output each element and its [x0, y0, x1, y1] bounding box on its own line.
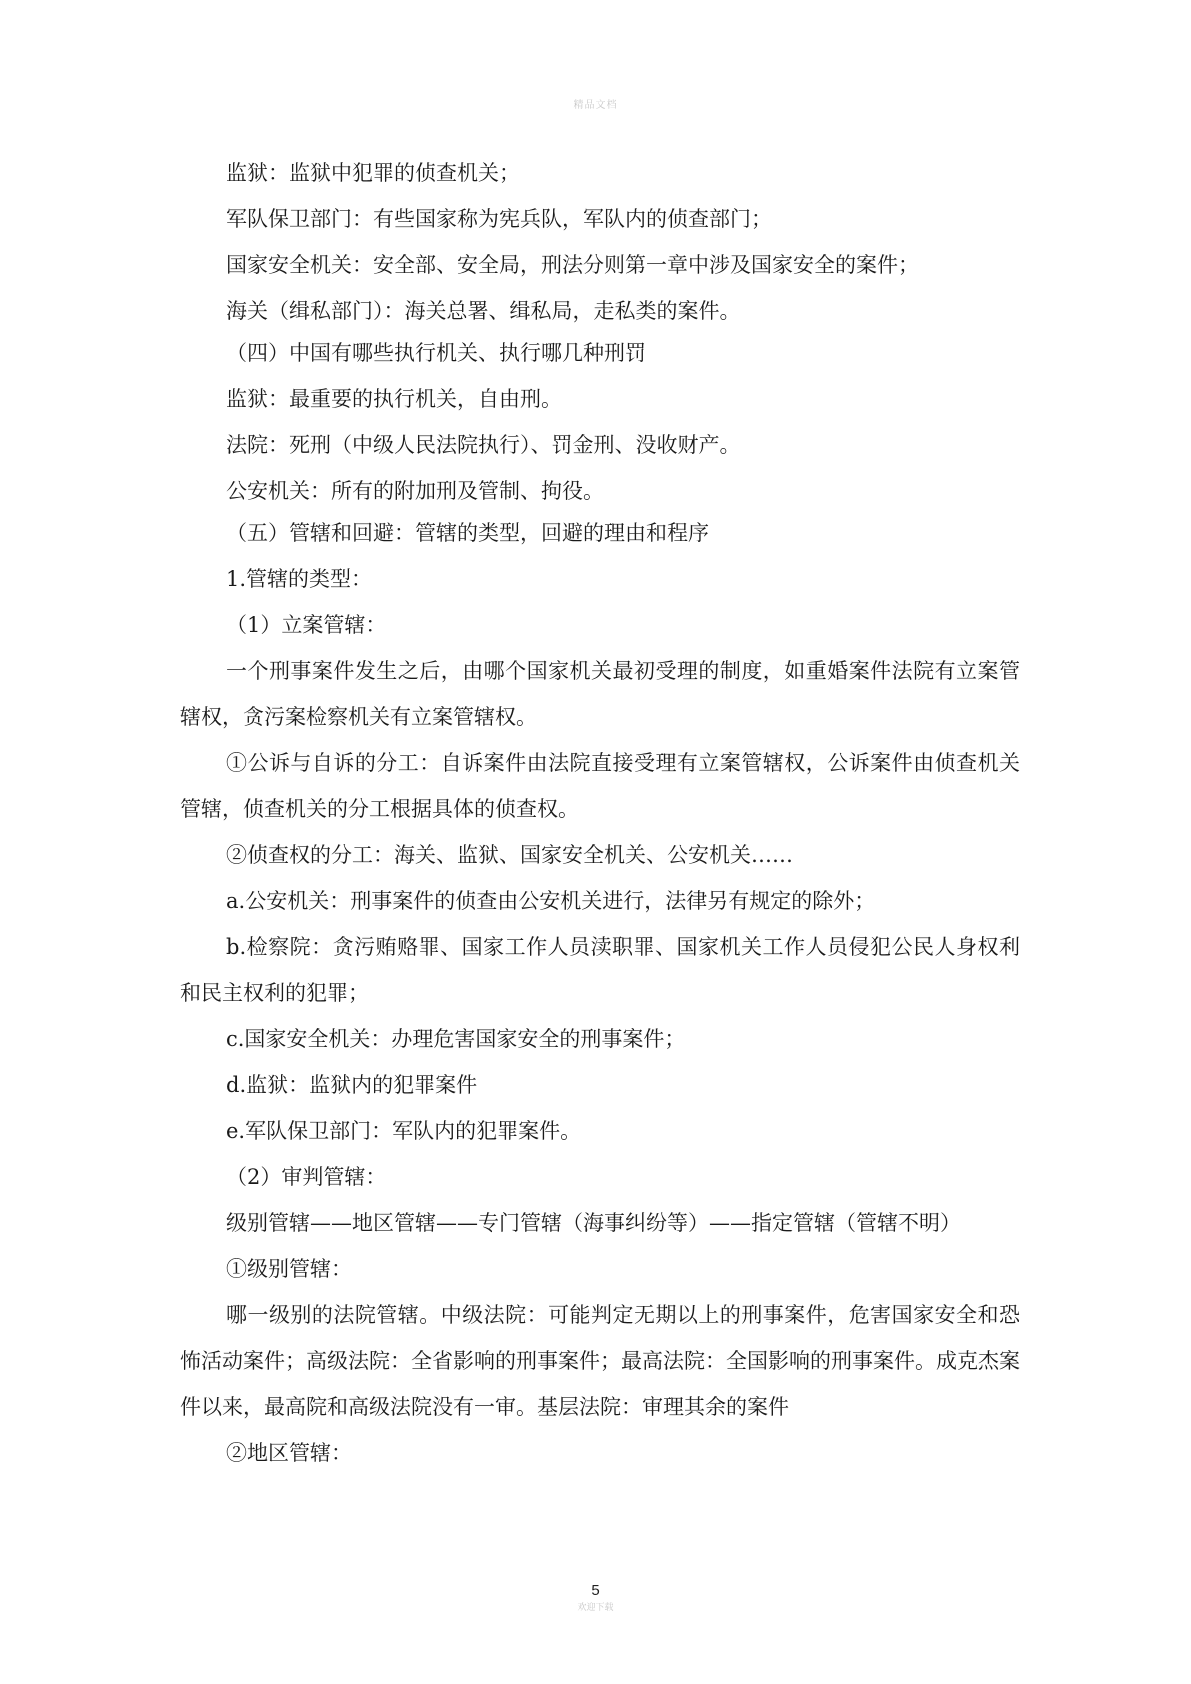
line-military-security: 军队保卫部门：有些国家称为宪兵队，军队内的侦查部门；	[226, 207, 772, 231]
header-watermark: 精品文档	[573, 100, 618, 111]
line-customs: 海关（缉私部门）：海关总署、缉私局，走私类的案件。	[226, 299, 741, 323]
para-item-b: b.检察院：贪污贿赂罪、国家工作人员渎职罪、国家机关工作人员侵犯公民人身权利和民主权利的犯罪；	[180, 935, 1020, 1005]
line-police-execution: 公安机关：所有的附加刑及管制、拘役。	[226, 479, 604, 503]
heading-jurisdiction-recusal: （五）管辖和回避：管辖的类型，回避的理由和程序	[226, 521, 709, 545]
para-level-jurisdiction-detail: 哪一级别的法院管辖。中级法院：可能判定无期以上的刑事案件，危害国家安全和恐怖活动案件；高级法院：全省影响的刑事案件；最高法院：全国影响的刑事案件。成克杰案件以来，最高院和高级法院没有一审。基层法院：审理其余的案件	[180, 1303, 1020, 1419]
line-item-c: c.国家安全机关：办理危害国家安全的刑事案件；	[226, 1027, 686, 1051]
para-filing-definition: 一个刑事案件发生之后，由哪个国家机关最初受理的制度，如重婚案件法院有立案管辖权，贪污案检察机关有立案管辖权。	[180, 659, 1020, 729]
line-jurisdiction-types: 1.管辖的类型：	[226, 567, 373, 591]
line-state-security: 国家安全机关：安全部、安全局，刑法分则第一章中涉及国家安全的案件；	[226, 253, 919, 277]
line-item-a: a.公安机关：刑事案件的侦查由公安机关进行，法律另有规定的除外；	[226, 889, 876, 913]
line-jurisdiction-chain: 级别管辖——地区管辖——专门管辖（海事纠纷等）——指定管辖（管辖不明）	[226, 1211, 961, 1235]
line-item-e: e.军队保卫部门：军队内的犯罪案件。	[226, 1119, 582, 1143]
para-public-private-prosecution: ①公诉与自诉的分工：自诉案件由法院直接受理有立案管辖权，公诉案件由侦查机关管辖，侦查机关的分工根据具体的侦查权。	[180, 751, 1020, 821]
footer-watermark: 欢迎下载	[577, 1603, 614, 1613]
line-prison-investigation: 监狱：监狱中犯罪的侦查机关；	[226, 161, 520, 185]
heading-execution-organs: （四）中国有哪些执行机关、执行哪几种刑罚	[226, 341, 646, 365]
line-court-execution: 法院：死刑（中级人民法院执行）、罚金刑、没收财产。	[226, 433, 741, 457]
line-filing-jurisdiction: （1）立案管辖：	[226, 613, 387, 637]
line-level-jurisdiction: ①级别管辖：	[226, 1257, 352, 1281]
line-prison-execution: 监狱：最重要的执行机关，自由刑。	[226, 387, 562, 411]
line-trial-jurisdiction: （2）审判管辖：	[226, 1165, 387, 1189]
line-investigation-division: ②侦查权的分工：海关、监狱、国家安全机关、公安机关……	[226, 843, 793, 867]
page-number: 5	[591, 1582, 600, 1599]
document-body	[180, 150, 1020, 1476]
line-regional-jurisdiction: ②地区管辖：	[226, 1441, 352, 1465]
line-item-d: d.监狱：监狱内的犯罪案件	[226, 1073, 478, 1097]
